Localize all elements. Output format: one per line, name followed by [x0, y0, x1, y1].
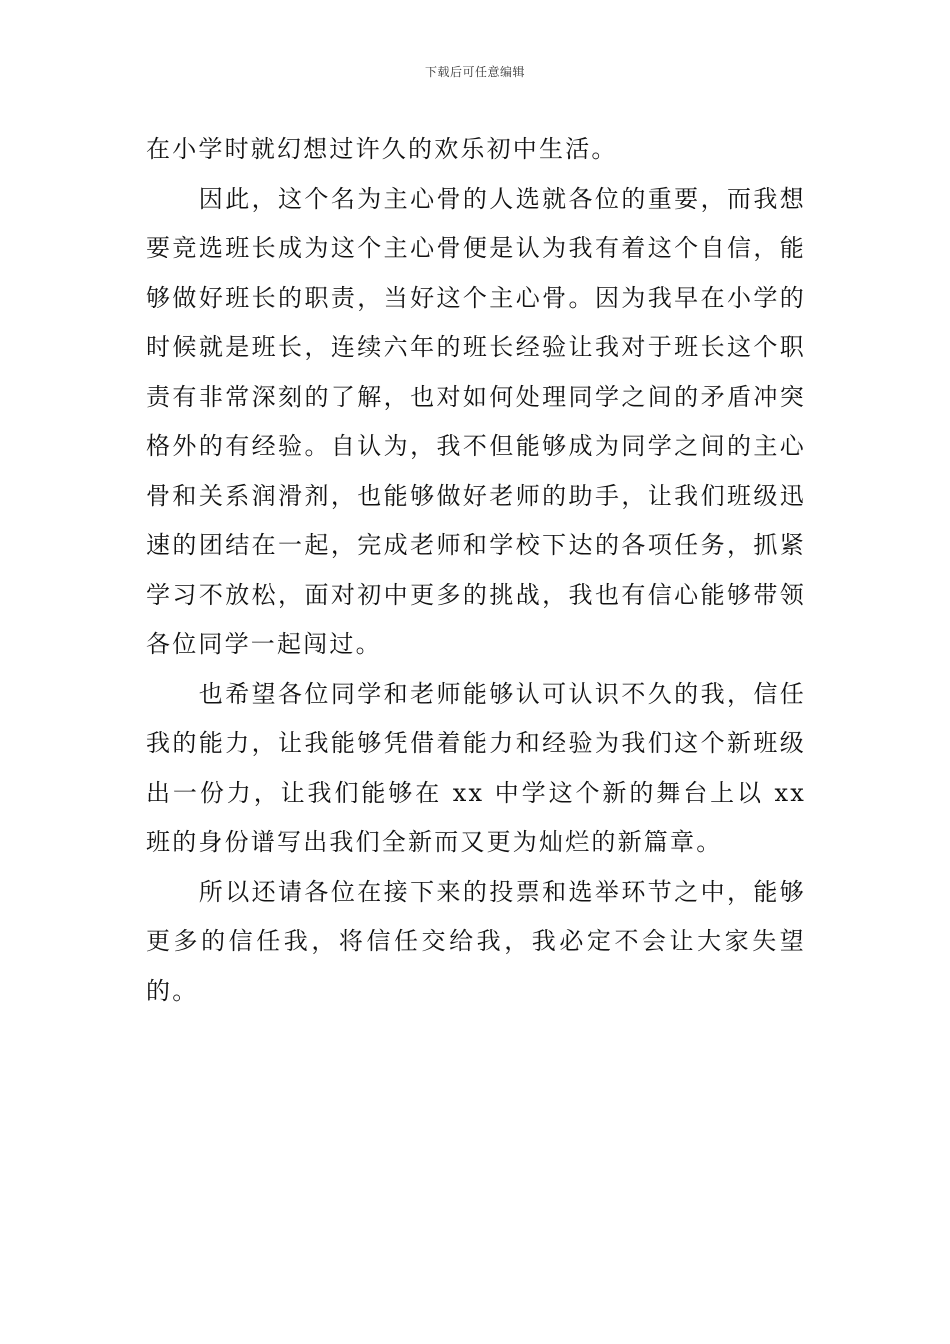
paragraph: 所以还请各位在接下来的投票和选举环节之中，能够更多的信任我，将信任交给我，我必定不会让大家失望的。 — [146, 877, 806, 1005]
page-header-note: 下载后可任意编辑 — [424, 65, 525, 79]
paragraph-continuation: 在小学时就幻想过许久的欢乐初中生活。 — [146, 135, 618, 163]
document-body — [146, 125, 806, 1016]
paragraph: 也希望各位同学和老师能够认可认识不久的我，信任我的能力，让我能够凭借着能力和经验为我们这个新班级出一份力，让我们能够在 xx 中学这个新的舞台上以 xx 班的身份谱写出我们全新而又更为灿烂的新篇章。 — [146, 679, 806, 856]
paragraph: 因此，这个名为主心骨的人选就各位的重要，而我想要竞选班长成为这个主心骨便是认为我有着这个自信，能够做好班长的职责，当好这个主心骨。因为我早在小学的时候就是班长，连续六年的班长经验让我对于班长这个职责有非常深刻的了解，也对如何处理同学之间的矛盾冲突格外的有经验。自认为，我不但能够成为同学之间的主心骨和关系润滑剂，也能够做好老师的助手，让我们班级迅速的团结在一起，完成老师和学校下达的各项任务，抓紧学习不放松，面对初中更多的挑战，我也有信心能够带领各位同学一起闯过。 — [146, 184, 806, 658]
